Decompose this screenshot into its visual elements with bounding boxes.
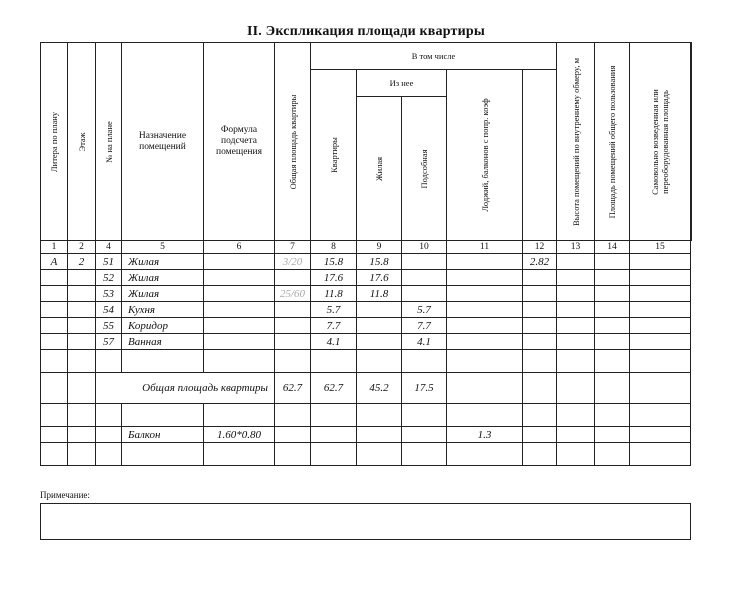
header-naznachenie: Назначение помещений <box>122 43 204 241</box>
header-primechanie <box>691 43 692 241</box>
header-iz-nee: Из нее <box>357 70 447 97</box>
header-samovolno: Самовольно возведенная или переоборудованная площадь <box>630 43 691 241</box>
table-row: 54 Кухня 5.7 5.7 <box>41 302 692 318</box>
header-zhilaya: Жилая <box>357 97 402 241</box>
page-title: II. Экспликация площади квартиры <box>246 24 486 39</box>
header-etazh: Этаж <box>68 43 96 241</box>
column-numbers-row: 1 2 4 5 6 7 8 9 10 11 12 13 14 15 <box>41 241 692 254</box>
total-row <box>41 373 692 404</box>
table-row-empty <box>41 404 692 427</box>
header-podsobnaya: Подсобная <box>402 97 447 241</box>
total-obshaya: 62.7 <box>275 373 311 404</box>
table-row: 57 Ванная 4.1 4.1 <box>41 334 692 350</box>
table-row: 52 Жилая 17.6 17.6 <box>41 270 692 286</box>
header-ploshad-obsh: Площадь помещений общего пользования <box>595 43 630 241</box>
header-formula: Формула подсчета помещения <box>204 43 275 241</box>
balcony-area: 1.3 <box>447 427 523 443</box>
explication-table <box>40 42 692 466</box>
table-row: А 2 51 Жилая 3/20 15.8 15.8 2.82 <box>41 254 692 270</box>
total-kvartiry: 62.7 <box>311 373 357 404</box>
note-label: Примечание: <box>40 490 90 500</box>
total-podsobnaya: 17.5 <box>402 373 447 404</box>
note-box <box>40 503 691 540</box>
header-obshaya: Общая площадь квартиры <box>275 43 311 241</box>
table-row-empty <box>41 443 692 466</box>
balcony-row <box>41 427 692 443</box>
header-litera: Литера по плану <box>41 43 68 241</box>
table-row-empty <box>41 350 692 373</box>
balcony-formula: 1.60*0.80 <box>204 427 275 443</box>
table-row: 53 Жилая 25/60 11.8 11.8 <box>41 286 692 302</box>
header-lodzhii: Лоджий, балконов с попр. коэф <box>447 70 523 241</box>
total-label: Общая площадь квартиры <box>96 373 275 404</box>
balcony-name: Балкон <box>122 427 204 443</box>
header-vysota: Высота помещений по внутреннему обмеру, м <box>557 43 595 241</box>
header-kvartiry: Квартиры <box>311 70 357 241</box>
header-nomer: № на плане <box>96 43 122 241</box>
total-zhilaya: 45.2 <box>357 373 402 404</box>
header-v-tom-chisle: В том числе <box>311 43 557 70</box>
table-row: 55 Коридор 7.7 7.7 <box>41 318 692 334</box>
